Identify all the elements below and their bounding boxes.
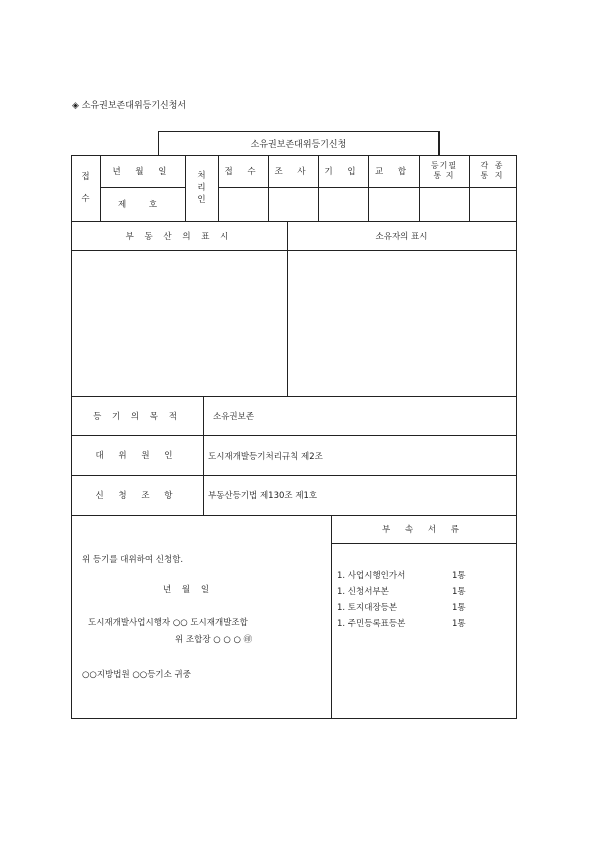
attachment-item-name: 1. 토지대장등본: [337, 603, 398, 613]
property-area: [72, 251, 287, 395]
owner-area: [288, 251, 516, 395]
cause-label: 대 위 원 인: [95, 451, 179, 461]
application-statement: 위 등기를 대위하여 신청함.: [82, 555, 184, 565]
col-various-notice: 각 종 통 지: [480, 161, 505, 180]
col-proofread: 교 합: [374, 167, 413, 177]
applicant-name: 도시재개발사업시행자 ○○ 도시재개발조합: [88, 618, 248, 628]
court-address: ○○지방법원 ○○등기소 귀중: [82, 670, 191, 680]
attachments-header: 부 속 서 류: [382, 525, 465, 535]
attachment-item-qty: 1통: [452, 619, 466, 629]
processor-label: 처리인: [197, 171, 206, 205]
attachment-item-qty: 1통: [452, 587, 466, 597]
col-registration-notice: 등기필 통 지: [430, 161, 458, 180]
form-title: 소유권보존대위등기신청: [158, 131, 439, 155]
purpose-label: 등 기 의 목 적: [93, 411, 181, 422]
col-investigation: 조 사: [274, 167, 312, 177]
document-title: ◈ 소유권보존대위등기신청서: [72, 101, 187, 111]
owner-header: 소유자의 표시: [375, 231, 428, 242]
attachment-item-qty: 1통: [452, 571, 466, 581]
attachment-item-name: 1. 주민등록표등본: [337, 619, 406, 629]
cause-value: 도시재개발등기처리규칙 제2조: [208, 452, 323, 462]
purpose-value: 소유권보존: [213, 412, 255, 422]
attachment-item-name: 1. 신청서부본: [337, 587, 389, 597]
clause-label: 신 청 조 항: [95, 491, 179, 501]
clause-value: 부동산등기법 제130조 제1호: [208, 491, 318, 501]
date-label: 년 월 일: [112, 167, 173, 177]
reception-label: 접수: [81, 172, 90, 204]
col-reception: 접 수: [224, 167, 262, 177]
attachment-item-qty: 1통: [452, 603, 466, 613]
number-label: 제 호: [117, 200, 168, 210]
col-entry: 기 입: [324, 167, 362, 177]
attachment-item-name: 1. 사업시행인가서: [337, 571, 406, 581]
property-header: 부 동 산 의 표 시: [125, 231, 233, 242]
chairman-name: 위 조합장 ○ ○ ○ ㊞: [175, 635, 253, 645]
application-date: 년 월 일: [163, 585, 214, 595]
